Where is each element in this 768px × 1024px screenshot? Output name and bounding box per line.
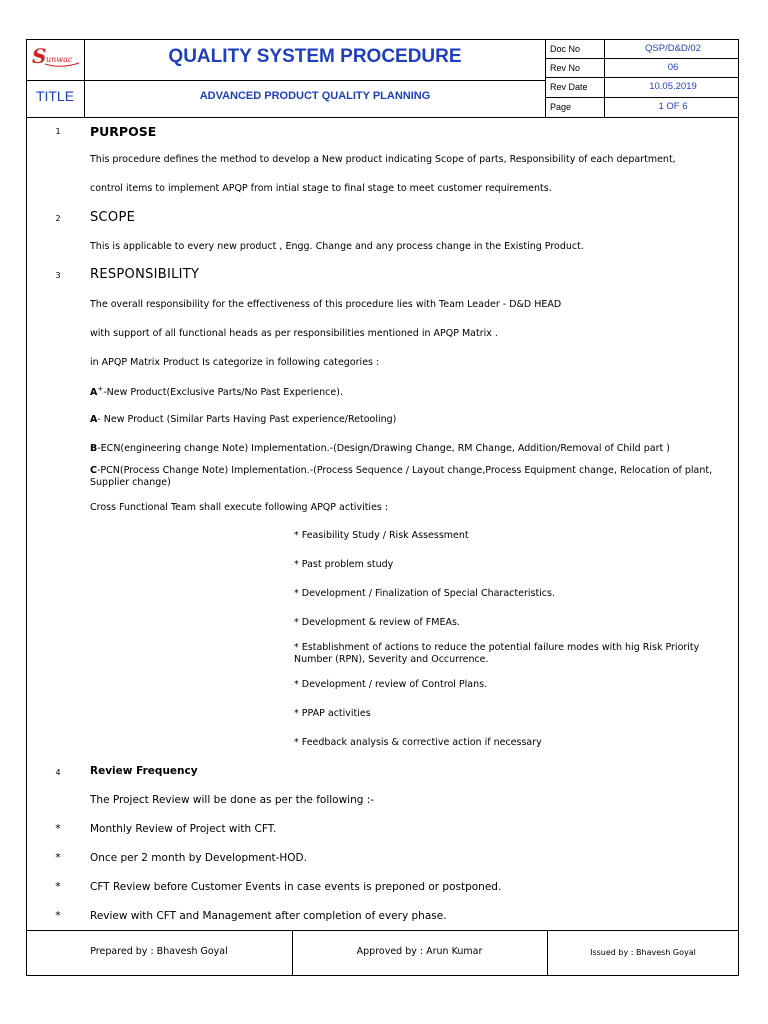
responsibility-text: in APQP Matrix Product Is categorize in following categories :: [90, 357, 380, 368]
rev-no-value: 06: [667, 62, 679, 73]
category-code: A: [90, 387, 98, 399]
section-heading-purpose: PURPOSE: [90, 124, 157, 139]
review-item: Monthly Review of Project with CFT.: [90, 823, 277, 835]
review-item: Once per 2 month by Development-HOD.: [90, 852, 307, 864]
header-divider: [545, 39, 546, 118]
review-bullet: *: [55, 909, 61, 922]
review-item: CFT Review before Customer Events in case events is preponed or postponed.: [90, 881, 502, 893]
header-divider: [545, 77, 739, 78]
document-subtitle: ADVANCED PRODUCT QUALITY PLANNING: [199, 90, 431, 102]
company-logo: [31, 44, 83, 72]
issued-by: Issued by : Bhavesh Goyal: [590, 948, 696, 957]
category-c: [90, 465, 738, 489]
header-divider: [545, 58, 739, 59]
purpose-text: control items to implement APQP from intial stage to final stage to meet customer requirements.: [90, 183, 552, 194]
approved-by: Approved by : Arun Kumar: [356, 946, 483, 957]
section-heading-scope: SCOPE: [90, 210, 136, 225]
section-heading-review: Review Frequency: [90, 765, 198, 777]
activity-item: * Past problem study: [294, 559, 394, 570]
category-b: [90, 443, 670, 454]
activity-item: * Development & review of FMEAs.: [294, 617, 460, 628]
activity-item: * Development / Finalization of Special Characteristics.: [294, 588, 555, 599]
rev-date-value: 10.05.2019: [649, 81, 697, 92]
activity-item: * Establishment of actions to reduce the potential failure modes with hig Risk Priority Number (RPN), Severity and Occurrence.: [294, 642, 700, 665]
title-label: TITLE: [35, 88, 75, 104]
doc-no-label: Doc No: [550, 44, 581, 54]
section-number: 3: [55, 271, 61, 280]
responsibility-text: with support of all functional heads as per responsibilities mentioned in APQP Matrix .: [90, 328, 498, 339]
header-divider: [604, 39, 605, 118]
header-divider: [545, 97, 739, 98]
section-heading-responsibility: RESPONSIBILITY: [90, 267, 200, 282]
category-text: -ECN(engineering change Note) Implementation.-(Design/Drawing Change, RM Change, Addition/Removal of Child part ): [97, 443, 670, 454]
responsibility-text: The overall responsibility for the effectiveness of this procedure lies with Team Leader - D&D HEAD: [90, 299, 562, 310]
section-number: 4: [55, 768, 61, 777]
rev-date-label: Rev Date: [550, 82, 588, 92]
page-value: 1 OF 6: [658, 101, 688, 112]
category-superscript: +: [97, 385, 104, 393]
section-number: 1: [55, 127, 61, 136]
review-intro: The Project Review will be done as per the following :-: [90, 794, 375, 806]
purpose-text: This procedure defines the method to develop a New product indicating Scope of parts, Responsibility of each department,: [90, 154, 676, 165]
category-text: -New Product(Exclusive Parts/No Past Experience).: [103, 387, 343, 399]
doc-no-value: QSP/D&D/02: [645, 43, 701, 54]
svg-text:unwac: unwac: [46, 55, 73, 64]
category-code: A: [90, 414, 98, 425]
review-item: Review with CFT and Management after completion of every phase.: [90, 910, 447, 922]
category-text: -PCN(Process Change Note) Implementation.-(Process Sequence / Layout change,Process Equipment change, Relocation of plant, Supplier change): [90, 465, 713, 488]
category-code: B: [90, 443, 98, 454]
review-bullet: *: [55, 822, 61, 835]
rev-no-label: Rev No: [550, 63, 581, 73]
review-bullet: *: [55, 851, 61, 864]
review-bullet: *: [55, 880, 61, 893]
page-label: Page: [550, 102, 572, 112]
category-code: C: [90, 465, 97, 476]
document-title: QUALITY SYSTEM PROCEDURE: [168, 46, 462, 67]
header-divider: [26, 80, 545, 81]
activity-item: * Feedback analysis & corrective action if necessary: [294, 737, 542, 748]
prepared-by: Prepared by : Bhavesh Goyal: [90, 946, 228, 957]
section-number: 2: [55, 214, 61, 223]
activity-item: * Feasibility Study / Risk Assessment: [294, 530, 469, 541]
svg-text:S: S: [32, 44, 47, 68]
scope-text: This is applicable to every new product , Engg. Change and any process change in the Existing Product.: [90, 241, 584, 252]
category-a-plus: [90, 385, 343, 398]
activity-item: * PPAP activities: [294, 708, 371, 719]
cft-text: Cross Functional Team shall execute following APQP activities :: [90, 502, 389, 513]
activity-item: * Development / review of Control Plans.: [294, 679, 488, 690]
category-a: [90, 414, 396, 425]
category-text: - New Product (Similar Parts Having Past experience/Retooling): [97, 414, 397, 425]
